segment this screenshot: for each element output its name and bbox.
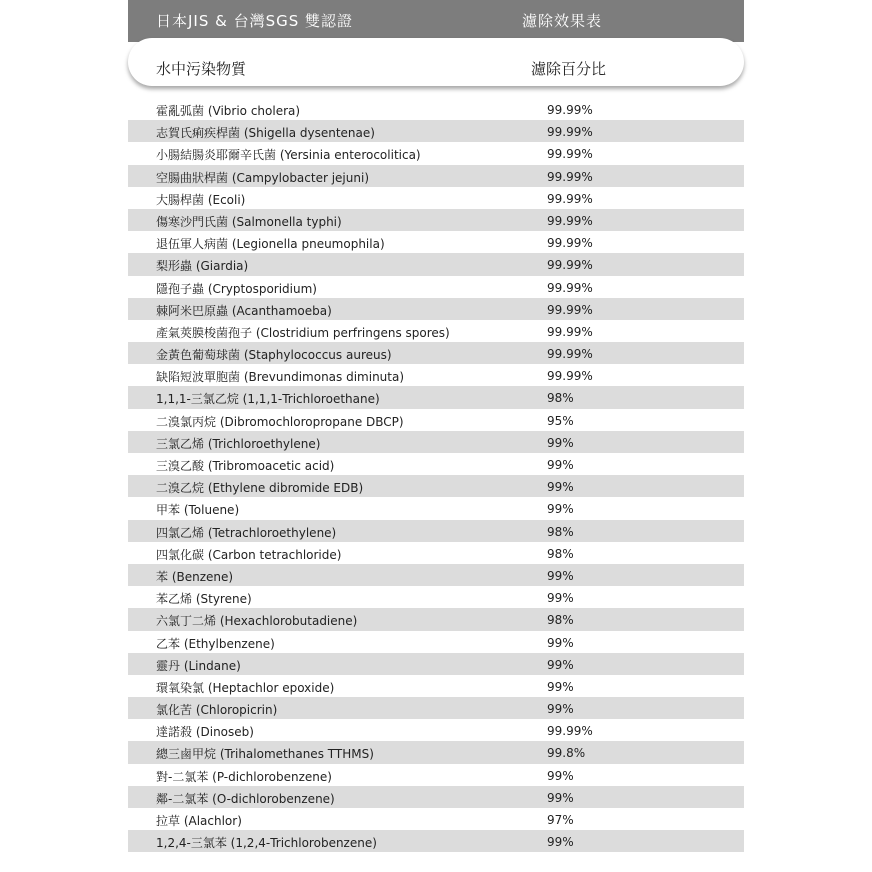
substance-name: 鄰-二氯苯 (O-dichlorobenzene) [156, 791, 335, 806]
table-row [128, 653, 744, 675]
substance-name: 棘阿米巴原蟲 (Acanthamoeba) [156, 303, 332, 318]
substance-name: 金黃色葡萄球菌 (Staphylococcus aureus) [156, 348, 392, 363]
table-row [128, 187, 744, 209]
filtration-rate: 99.99% [547, 369, 593, 384]
table-row [128, 608, 744, 630]
table-row [128, 386, 744, 408]
substance-name: 小腸結腸炎耶爾辛氏菌 (Yersinia enterocolitica) [156, 148, 421, 163]
table-row [128, 342, 744, 364]
table-row [128, 675, 744, 697]
filtration-rate: 99.99% [547, 103, 593, 117]
substance-name: 空腸曲狀桿菌 (Campylobacter jejuni) [156, 170, 369, 185]
table-row [128, 697, 744, 719]
table-row [128, 586, 744, 608]
filtration-rate: 99% [547, 702, 574, 717]
substance-name: 四氯化碳 (Carbon tetrachloride) [156, 547, 342, 562]
substance-name: 1,1,1-三氯乙烷 (1,1,1-Trichloroethane) [156, 392, 380, 407]
substance-name: 苯 (Benzene) [156, 569, 234, 584]
filtration-rate: 99.99% [547, 302, 593, 317]
filtration-rate: 98% [547, 613, 574, 628]
filtration-rate: 99% [547, 635, 574, 650]
filtration-rate: 98% [547, 524, 574, 539]
filtration-rate: 99.99% [547, 147, 593, 162]
table-row [128, 631, 744, 653]
table-row [128, 298, 744, 320]
table-row [128, 520, 744, 542]
substance-name: 志賀氏痢疾桿菌 (Shigella dysentenae) [156, 126, 375, 141]
filtration-table [128, 98, 744, 852]
table-row [128, 409, 744, 431]
filtration-rate: 99% [547, 480, 574, 495]
filtration-rate: 98% [547, 546, 574, 561]
table-row [128, 209, 744, 231]
substance-name: 二溴氯丙烷 (Dibromochloropropane DBCP) [156, 414, 404, 429]
table-row [128, 276, 744, 298]
column-header [128, 38, 744, 86]
filtration-rate: 99.8% [547, 746, 586, 761]
filtration-rate: 99% [547, 502, 574, 517]
filtration-rate: 99% [547, 568, 574, 583]
substance-name: 隱孢子蟲 (Cryptosporidium) [156, 281, 317, 296]
table-row [128, 98, 744, 120]
substance-name: 達諾殺 (Dinoseb) [156, 725, 254, 740]
table-row [128, 475, 744, 497]
table-row [128, 741, 744, 763]
filtration-rate: 99% [547, 768, 574, 783]
table-row [128, 231, 744, 253]
table-title: 濾除效果表 [522, 12, 603, 30]
substance-name: 1,2,4-三氯苯 (1,2,4-Trichlorobenzene) [156, 836, 377, 851]
substance-name: 梨形蟲 (Giardia) [156, 259, 249, 274]
filtration-rate: 99.99% [547, 213, 593, 228]
substance-name: 苯乙烯 (Styrene) [156, 592, 252, 607]
substance-name: 環氧染氯 (Heptachlor epoxide) [156, 680, 335, 695]
table-row [128, 497, 744, 519]
substance-name: 總三鹵甲烷 (Trihalomethanes TTHMS) [156, 747, 374, 762]
table-row [128, 564, 744, 586]
filtration-rate: 99% [547, 679, 574, 694]
table-row [128, 142, 744, 164]
table-row [128, 431, 744, 453]
filtration-rate: 99% [547, 435, 574, 450]
substance-name: 產氣莢膜梭菌孢子 (Clostridium perfringens spores) [156, 325, 450, 340]
filtration-rate: 99.99% [547, 258, 593, 273]
substance-name: 三氯乙烯 (Trichloroethylene) [156, 436, 321, 451]
table-row [128, 830, 744, 852]
filtration-rate: 99.99% [547, 324, 593, 339]
substance-name: 缺陷短波單胞菌 (Brevundimonas diminuta) [156, 370, 405, 385]
filtration-rate: 99% [547, 657, 574, 672]
filtration-rate: 99.99% [547, 724, 593, 739]
substance-name: 霍亂弧菌 (Vibrio cholera) [156, 104, 301, 118]
filtration-rate: 99.99% [547, 280, 593, 295]
substance-name: 三溴乙酸 (Tribromoacetic acid) [156, 459, 335, 473]
table-row [128, 808, 744, 830]
table-row [128, 253, 744, 275]
substance-name: 乙苯 (Ethylbenzene) [156, 636, 275, 651]
substance-name: 拉草 (Alachlor) [156, 814, 242, 828]
substance-name: 對-二氯苯 (P-dichlorobenzene) [156, 769, 332, 784]
filtration-rate: 95% [547, 413, 574, 428]
filtration-rate: 99% [547, 591, 574, 606]
table-row [128, 764, 744, 786]
column-header-substance: 水中污染物質 [156, 60, 247, 78]
filtration-rate: 99.99% [547, 169, 593, 184]
substance-name: 二溴乙烷 (Ethylene dibromide EDB) [156, 481, 364, 496]
substance-name: 靈丹 (Lindane) [156, 658, 241, 673]
substance-name: 氯化苦 (Chloropicrin) [156, 703, 278, 718]
filtration-rate: 98% [547, 391, 574, 406]
table-row [128, 786, 744, 808]
substance-name: 六氯丁二烯 (Hexachlorobutadiene) [156, 614, 358, 629]
filtration-rate: 99% [547, 835, 574, 850]
table-row [128, 453, 744, 475]
substance-name: 四氯乙烯 (Tetrachloroethylene) [156, 525, 337, 540]
filtration-rate: 99.99% [547, 236, 593, 251]
certification-title: 日本JIS & 台灣SGS 雙認證 [156, 12, 354, 30]
column-header-rate: 濾除百分比 [531, 60, 607, 78]
filtration-rate: 99.99% [547, 347, 593, 362]
table-row [128, 364, 744, 386]
substance-name: 甲苯 (Toluene) [156, 503, 240, 518]
title-bar [128, 0, 744, 42]
filtration-rate: 99% [547, 790, 574, 805]
filtration-rate: 99.99% [547, 125, 593, 140]
table-row [128, 120, 744, 142]
substance-name: 大腸桿菌 (Ecoli) [156, 192, 246, 207]
table-row [128, 542, 744, 564]
substance-name: 傷寒沙門氏菌 (Salmonella typhi) [156, 214, 342, 229]
table-row [128, 165, 744, 187]
substance-name: 退伍軍人病菌 (Legionella pneumophila) [156, 237, 385, 252]
filtration-rate: 99% [547, 458, 574, 472]
table-row [128, 320, 744, 342]
filtration-rate: 97% [547, 813, 574, 827]
filtration-rate: 99.99% [547, 191, 593, 206]
table-row [128, 719, 744, 741]
